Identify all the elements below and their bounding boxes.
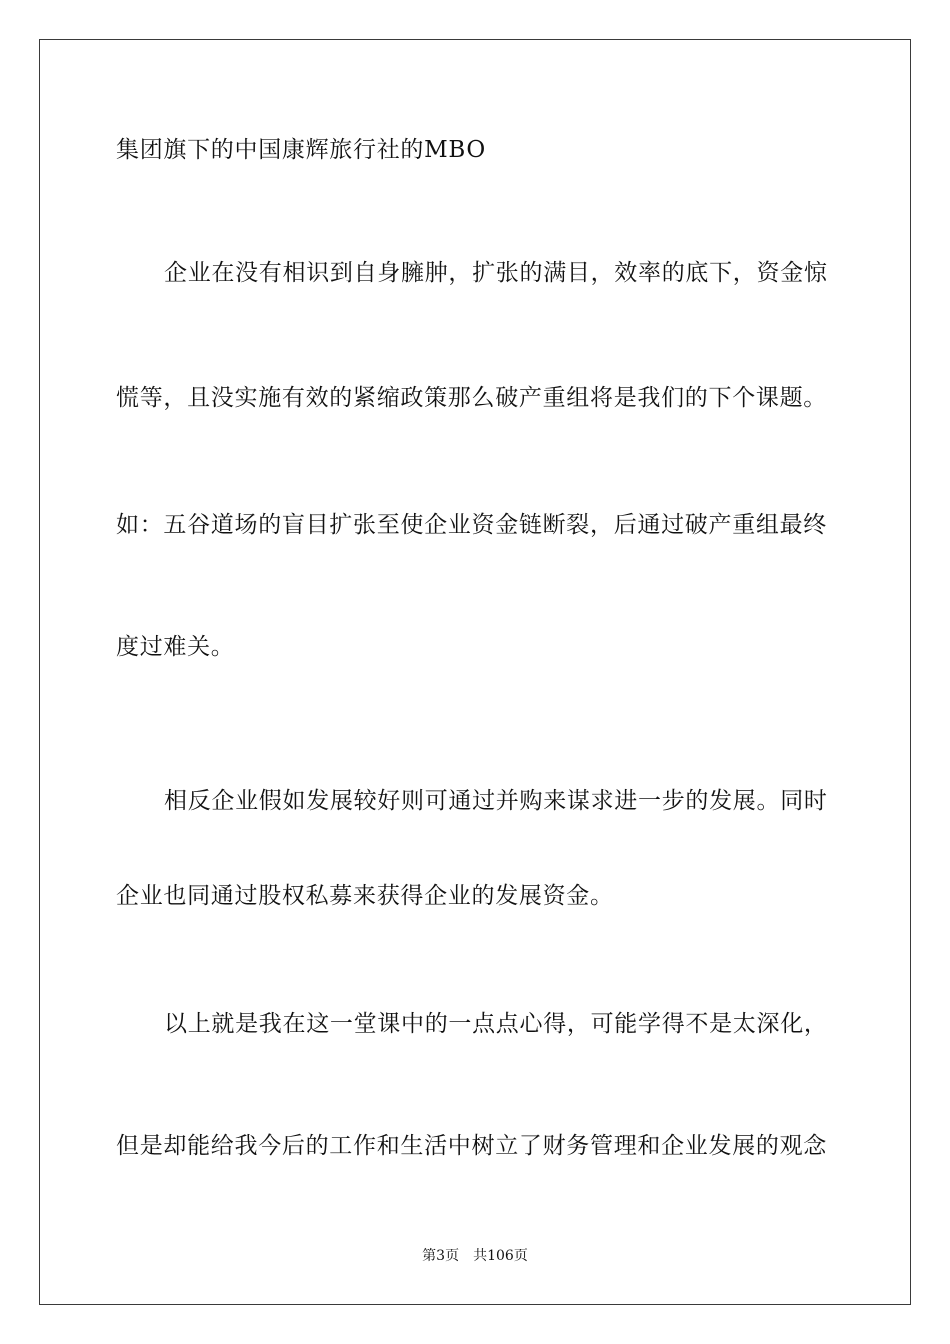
body-line-7: 企业也同通过股权私募来获得企业的发展资金。	[116, 883, 614, 909]
body-line-8: 以上就是我在这一堂课中的一点点心得，可能学得不是太深化，	[164, 1011, 828, 1037]
body-line-5: 度过难关。	[116, 634, 235, 660]
body-line-6: 相反企业假如发展较好则可通过并购来谋求进一步的发展。同时	[164, 788, 828, 814]
page-footer	[0, 1247, 950, 1265]
page-border	[39, 39, 911, 1305]
page-number: 第3页	[422, 1248, 460, 1264]
page-total: 共106页	[473, 1248, 528, 1264]
body-line-4: 如：五谷道场的盲目扩张至使企业资金链断裂，后通过破产重组最终	[116, 512, 827, 538]
body-line-3: 慌等，且没实施有效的紧缩政策那么破产重组将是我们的下个课题。	[116, 385, 827, 411]
body-line-1: 集团旗下的中国康辉旅行社的MBO	[116, 137, 486, 163]
body-line-2: 企业在没有相识到自身臃肿，扩张的满目，效率的底下，资金惊	[164, 260, 828, 286]
body-line-9: 但是却能给我今后的工作和生活中树立了财务管理和企业发展的观念	[116, 1133, 827, 1159]
